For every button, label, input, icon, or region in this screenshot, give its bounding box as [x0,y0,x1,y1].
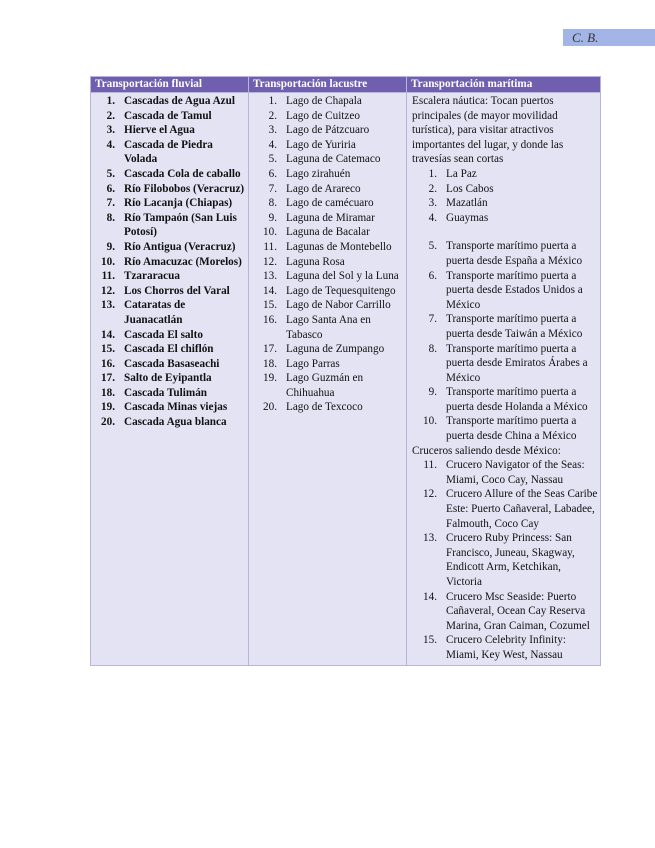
list-item-number: 13. [263,270,277,283]
list-item-number: 9. [428,386,437,399]
list-item-text: Laguna de Zumpango [286,343,385,356]
list-item-text: Salto de Eyipantla [124,372,212,385]
list-item-text: Crucero Ruby Princess: San Francisco, Juneau, Skagway, Endicott Arm, Ketchikan, Victoria [446,532,575,588]
list-item-text: Tzararacua [124,270,180,283]
list-item-text: Mazatlán [446,197,488,210]
cruise-list [409,458,598,662]
list-item [409,211,598,226]
list-item-text: Transporte marítimo puerta a puerta desde China a México [446,415,577,443]
list-item-number: 15. [263,299,277,312]
header-maritima: Transportación marítima [407,77,601,93]
list-item-text: Lago de Yuriria [286,138,356,151]
list-item [409,633,598,662]
list-item [93,400,246,415]
list-item [93,386,246,401]
list-item-number: 7. [268,182,277,195]
list-item-text: Laguna de Catemaco [286,153,381,166]
maritima-intro: Escalera náutica: Tocan puertos principales (de mayor movilidad turística), para visitar atractivos importantes del lugar, y donde las travesías sean cortas [412,95,564,166]
list-item-number: 9. [268,211,277,224]
list-item-number: 1. [268,95,277,107]
list-item [409,342,598,386]
list-item [251,225,404,240]
list-item-number: 5. [106,167,115,180]
list-item-text: Cascada Basaseachi [124,357,220,370]
list-item-number: 3. [428,197,437,210]
list-item [93,123,246,138]
list-item-text: Cascada El salto [124,328,203,341]
list-item-number: 3. [268,124,277,137]
list-item [409,458,598,487]
list-item [93,415,246,430]
list-item-number: 16. [263,313,277,326]
list-item-text: Laguna Rosa [286,255,345,268]
list-item-number: 5. [268,153,277,166]
list-item-number: 18. [101,386,115,399]
list-item-text: Crucero Allure of the Seas Caribe Este: Puerto Cañaveral, Labadee, Falmouth, Coco Cay [446,488,598,530]
list-item-text: Transporte marítimo puerta a puerta desde Taiwán a México [446,313,583,340]
list-item-number: 1. [106,95,115,107]
author-initials: C. B. [563,29,655,46]
list-item [409,312,598,341]
list-item [251,138,404,153]
list-item [93,298,246,327]
list-item [93,357,246,372]
list-item-number: 4. [106,138,115,151]
list-item-text: Transporte marítimo puerta a puerta desde Estados Unidos a México [446,269,583,311]
list-item-number: 10. [423,415,437,428]
list-item [93,328,246,343]
list-item [409,414,598,443]
list-item-number: 4. [268,138,277,151]
list-item-text: Cascada de Tamul [124,109,212,122]
list-item-number: 15. [101,343,115,356]
list-item-number: 7. [106,197,115,210]
header-fluvial: Transportación fluvial [91,77,249,93]
list-item [251,313,404,342]
list-item-number: 17. [263,343,277,356]
list-item [93,371,246,386]
list-item [251,167,404,182]
list-item [93,109,246,124]
list-item [251,400,404,415]
ports-list [409,167,598,225]
list-item-number: 5. [428,240,437,253]
list-item [251,94,404,109]
list-item-number: 19. [263,372,277,385]
list-item-text: Crucero Navigator of the Seas: Miami, Coco Cay, Nassau [446,459,585,486]
list-item [409,487,598,531]
list-item-text: Hierve el Agua [124,124,195,137]
transport-list [409,239,598,443]
list-item-number: 6. [268,167,277,180]
table-row [91,93,601,666]
list-item [409,531,598,589]
list-item [93,255,246,270]
header-lacustre: Transportación lacustre [249,77,407,93]
list-item-number: 8. [428,342,437,355]
list-item [251,342,404,357]
list-item-text: Río Lacanja (Chiapas) [124,197,233,210]
list-item-number: 7. [428,313,437,326]
list-item [251,371,404,400]
list-item-text: Lago de Chapala [286,95,362,107]
list-item-number: 14. [423,590,437,603]
list-item-text: Río Filobobos (Veracruz) [124,182,245,195]
list-item [409,239,598,268]
list-item [409,196,598,211]
list-item [409,590,598,634]
list-item-text: Laguna del Sol y la Luna [286,270,399,283]
lacustre-cell [249,93,407,666]
list-item-text: Cascada Minas viejas [124,401,228,414]
list-item-number: 12. [423,488,437,501]
list-item-text: La Paz [446,167,477,180]
list-item [251,109,404,124]
lacustre-list [251,94,404,415]
list-item [93,211,246,240]
list-item-number: 6. [428,269,437,282]
list-item-number: 19. [101,401,115,414]
list-item-number: 18. [263,357,277,370]
list-item [409,385,598,414]
list-item-text: Río Antigua (Veracruz) [124,240,236,253]
list-item-number: 14. [263,284,277,297]
list-item-text: Lago zirahuén [286,167,351,180]
list-item-number: 15. [423,634,437,647]
list-item-text: Cascada Tulimán [124,386,208,399]
list-item [93,138,246,167]
list-item [251,298,404,313]
list-item [409,167,598,182]
list-item-text: Transporte marítimo puerta a puerta desde España a México [446,240,583,267]
list-item-number: 1. [428,167,437,180]
list-item [251,182,404,197]
list-item-text: Cascada Agua blanca [124,416,227,429]
list-item-number: 6. [106,182,115,195]
list-item-text: Crucero Msc Seaside: Puerto Cañaveral, Ocean Cay Reserva Marina, Gran Caiman, Cozumel [446,590,590,632]
list-item-text: Lago Santa Ana en Tabasco [286,313,371,341]
list-item-number: 10. [263,226,277,239]
table-header-row [91,77,601,93]
list-item-number: 17. [101,372,115,385]
list-item-number: 12. [101,284,115,297]
list-item-number: 20. [263,401,277,414]
list-item-number: 10. [101,255,115,268]
list-item-text: Crucero Celebrity Infinity: Miami, Key West, Nassau [446,634,566,661]
list-item [251,196,404,211]
list-item [93,94,246,109]
list-item-text: Transporte marítimo puerta a puerta desde Holanda a México [446,386,588,413]
list-item-number: 3. [106,124,115,137]
list-item-text: Laguna de Miramar [286,211,375,224]
list-item-text: Lago de Pátzcuaro [286,124,370,137]
list-item-number: 11. [263,240,277,253]
list-item-text: Río Tampaón (San Luis Potosí) [124,211,237,239]
maritima-cell [407,93,601,666]
list-item-text: Laguna de Bacalar [286,226,370,239]
list-item [251,269,404,284]
list-item [251,152,404,167]
list-item-text: Transporte marítimo puerta a puerta desde Emiratos Árabes a México [446,342,588,384]
list-item [93,240,246,255]
list-item-number: 14. [101,328,115,341]
list-item-number: 12. [263,255,277,268]
list-item-number: 20. [101,416,115,429]
list-item-text: Cascada de Piedra Volada [124,138,213,166]
list-gap [409,225,598,239]
list-item-text: Lago Guzmán en Chihuahua [286,372,364,399]
list-item-text: Los Cabos [446,182,494,195]
list-item-text: Guaymas [446,211,489,224]
list-item [251,357,404,372]
list-item [93,196,246,211]
fluvial-list [93,94,246,430]
list-item-number: 11. [101,270,115,283]
list-item-text: Lago de Texcoco [286,401,363,414]
list-item [93,284,246,299]
list-item-number: 8. [268,197,277,210]
list-item [251,255,404,270]
cruise-heading: Cruceros saliendo desde México: [412,444,561,457]
list-item-number: 2. [106,109,115,122]
list-item-number: 16. [101,357,115,370]
list-item [251,211,404,226]
list-item-number: 13. [101,299,115,312]
list-item [409,182,598,197]
list-item [251,240,404,255]
list-item [93,269,246,284]
list-item-number: 13. [423,532,437,545]
list-item-text: Lago Parras [286,357,340,370]
list-item [93,342,246,357]
list-item-text: Lago de Cuitzeo [286,109,360,122]
list-item [93,167,246,182]
list-item-text: Cascada El chiflón [124,343,214,356]
transport-table [90,76,601,666]
list-item-text: Lago de camécuaro [286,197,374,210]
list-item [251,284,404,299]
list-item-number: 2. [268,109,277,122]
list-item-text: Lagunas de Montebello [286,240,392,253]
list-item-number: 2. [428,182,437,195]
list-item [409,269,598,313]
list-item-text: Lago de Nabor Carrillo [286,299,391,312]
list-item-number: 4. [428,211,437,224]
list-item-text: Cataratas de Juanacatlán [124,299,186,326]
list-item-text: Cascadas de Agua Azul [124,95,235,107]
list-item-number: 11. [423,459,437,472]
list-item-number: 8. [106,211,115,224]
list-item-number: 9. [106,240,115,253]
list-item-text: Lago de Tequesquitengo [286,284,396,297]
list-item [93,182,246,197]
list-item-text: Los Chorros del Varal [124,284,230,297]
list-item-text: Cascada Cola de caballo [124,167,241,180]
fluvial-cell [91,93,249,666]
list-item-text: Lago de Arareco [286,182,361,195]
list-item [251,123,404,138]
list-item-text: Río Amacuzac (Morelos) [124,255,242,268]
